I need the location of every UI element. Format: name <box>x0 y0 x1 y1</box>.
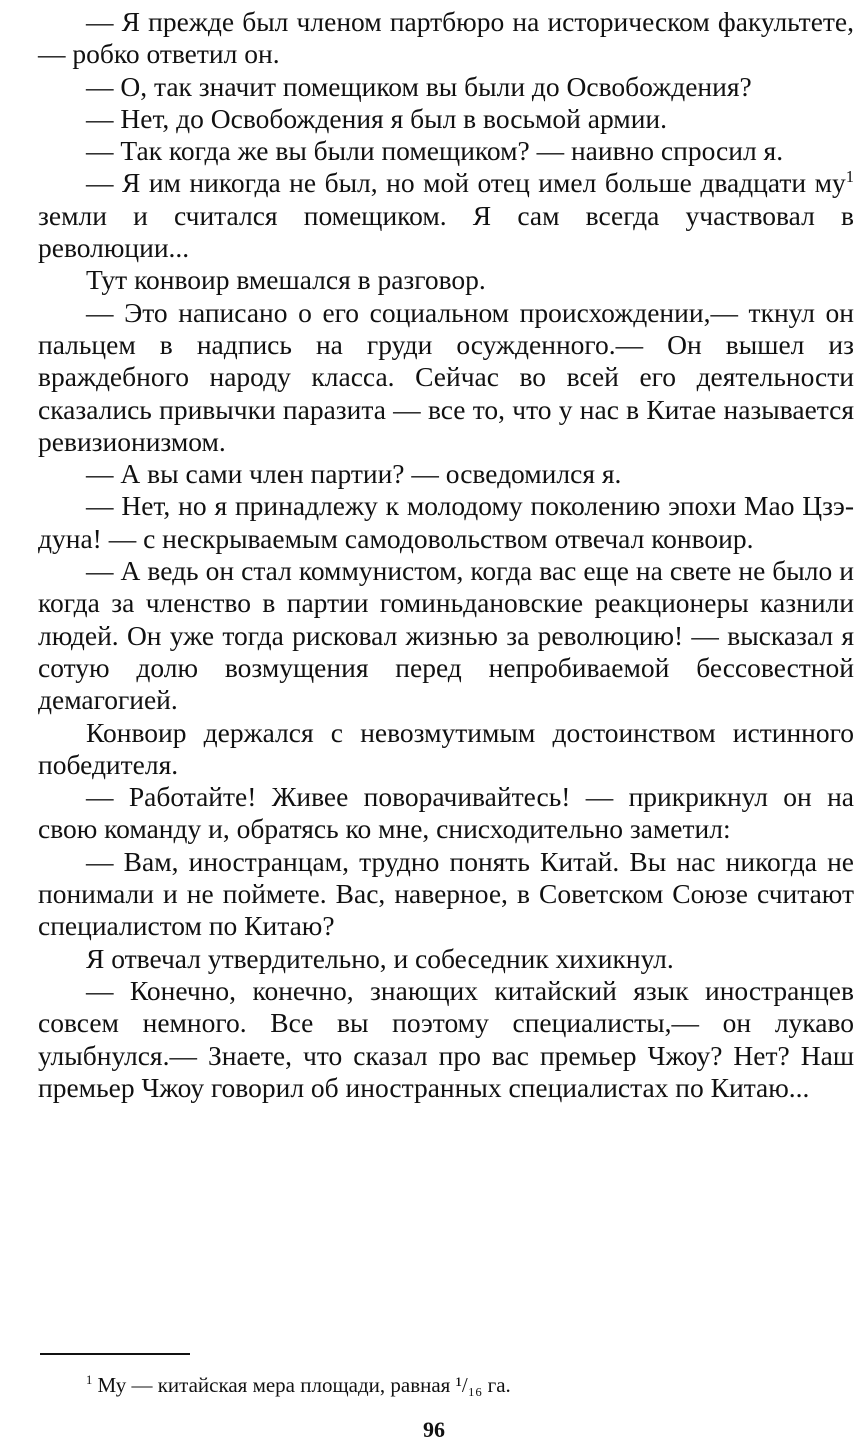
paragraph: — Я прежде был членом партбюро на историческом факультете,— робко ответил он. <box>38 6 854 70</box>
footnote-fraction: ¹/₁₆ <box>455 1373 483 1397</box>
footnote-text: Му — китайская мера площади, равная <box>97 1373 456 1397</box>
footnote-mark: 1 <box>86 1373 93 1387</box>
footnote-reference: 1 <box>845 167 854 187</box>
paragraph: — Работайте! Живее поворачивайтесь! — прикрикнул он на свою команду и, обратясь ко мне, снисходительно заметил: <box>38 781 854 845</box>
paragraph: — А ведь он стал коммунистом, когда вас еще на свете не было и когда за членство в партии гоминьдановские реакционеры казнили людей. Он уже тогда рисковал жизнью за революцию! — высказал я сотую долю возмущения перед непробиваемой бессовестной демагогией. <box>38 555 854 716</box>
paragraph: Я отвечал утвердительно, и собеседник хихикнул. <box>86 942 674 974</box>
paragraph: Тут конвоир вмешался в разговор. <box>86 264 486 296</box>
footnote-divider <box>40 1353 190 1355</box>
paragraph: — Нет, до Освобождения я был в восьмой армии. <box>86 102 668 134</box>
paragraph-text: земли и считался помещиком. Я сам всегда участвовал в революции... <box>38 199 854 264</box>
body-text <box>38 6 854 1104</box>
paragraph: — О, так значит помещиком вы были до Освобождения? <box>86 70 752 102</box>
footnote-unit: га. <box>482 1373 511 1397</box>
paragraph: Конвоир держался с невозмутимым достоинством истинного победителя. <box>38 716 854 780</box>
paragraph: — Так когда же вы были помещиком? — наивно спросил я. <box>86 135 784 167</box>
paragraph-text: — Я им никогда не был, но мой отец имел больше двадцати му <box>86 167 846 199</box>
paragraph: — Конечно, конечно, знающих китайский язык иностранцев совсем немного. Все вы поэтому специалисты,— он лукаво улыбнулся.— Знаете, что сказал про вас премьер Чжоу? Нет? Наш премьер Чжоу говорил об иностранных специалистах по Китаю... <box>38 974 854 1103</box>
paragraph: — А вы сами член партии? — осведомился я. <box>86 458 622 490</box>
paragraph <box>38 167 854 264</box>
page-number: 96 <box>423 1417 445 1442</box>
paragraph: — Вам, иностранцам, трудно понять Китай. Вы нас никогда не понимали и не поймете. Вас, наверное, в Советском Союзе считают специалистом по Китаю? <box>38 845 854 942</box>
paragraph: — Это написано о его социальном происхождении,— ткнул он пальцем в надпись на груди осужденного.— Он вышел из враждебного народу класса. Сейчас во всей его деятельности сказались привычки паразита — все то, что у нас в Китае называется ревизионизмом. <box>38 296 854 457</box>
footnote <box>86 1372 511 1398</box>
paragraph: — Нет, но я принадлежу к молодому поколению эпохи Мао Цзэ-дуна! — с нескрываемым самодовольством отвечал конвоир. <box>38 490 854 554</box>
